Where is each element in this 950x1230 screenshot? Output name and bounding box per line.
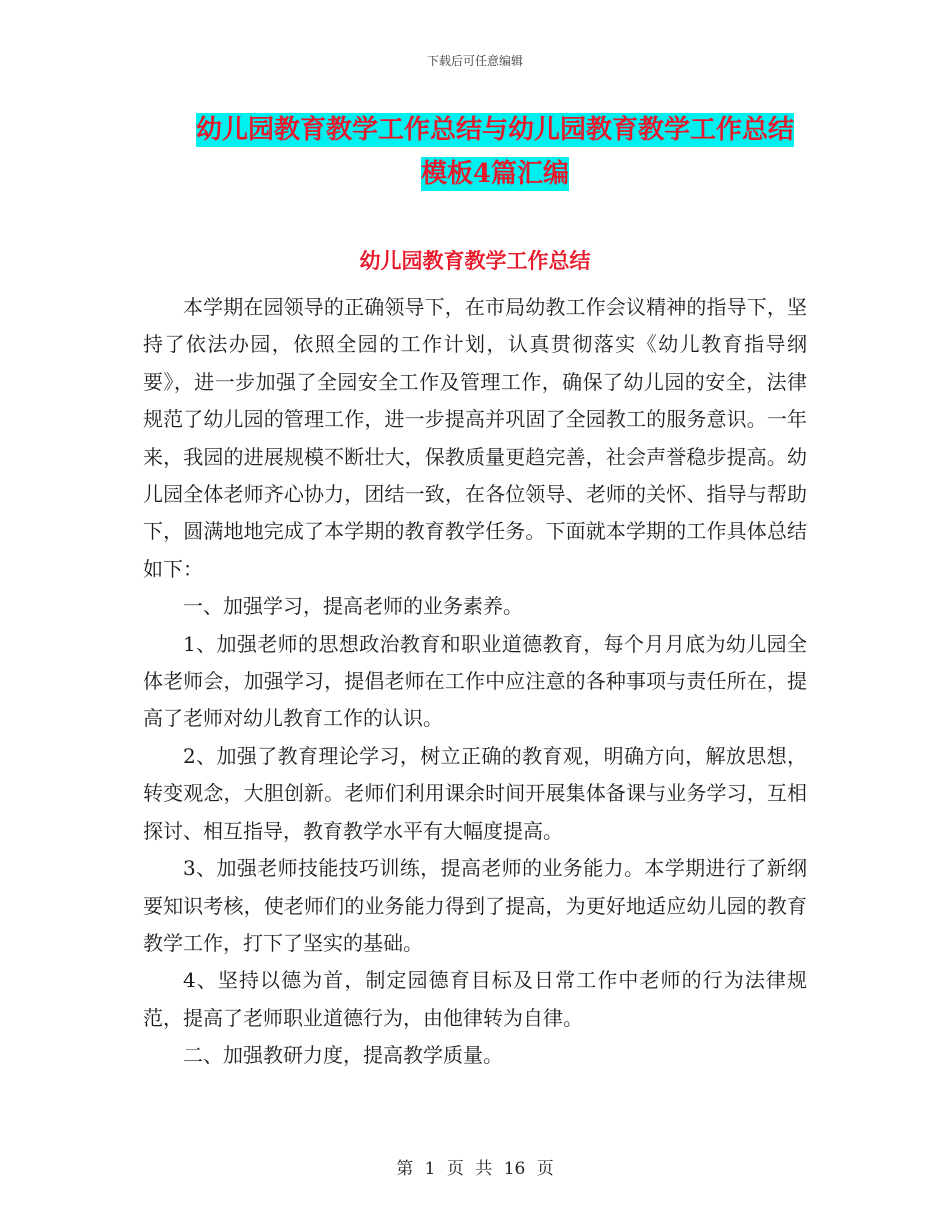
page-number: 第 1 页 共 16 页 <box>396 1159 554 1179</box>
paragraph-intro: 本学期在园领导的正确领导下，在市局幼教工作会议精神的指导下，坚持了依法办园，依照全园的工作计划，认真贯彻落实《幼儿教育指导纲要》，进一步加强了全园安全工作及管理工作，确保了幼儿园的安全，法律规范了幼儿园的管理工作，进一步提高并巩固了全园教工的服务意识。一年来，我园的进展规模不断壮大，保教质量更趋完善，社会声誉稳步提高。幼儿园全体老师齐心协力，团结一致，在各位领导、老师的关怀、指导与帮助下，圆满地地完成了本学期的教育教学任务。下面就本学期的工作具体总结如下： <box>143 295 807 581</box>
paragraph-heading-2: 二、加强教研力度，提高教学质量。 <box>183 1043 503 1068</box>
paragraph-item-4: 4、坚持以德为首，制定园德育目标及日常工作中老师的行为法律规范，提高了老师职业道德行为，由他律转为自律。 <box>143 968 807 1030</box>
title-highlight: 模板4篇汇编 <box>420 159 570 189</box>
document-body <box>143 289 807 1075</box>
document-title-line-2 <box>110 154 880 194</box>
paragraph-heading-1: 一、加强学习，提高老师的业务素养。 <box>183 594 523 619</box>
document-title-line-1 <box>110 110 880 150</box>
paragraph-item-3: 3、加强老师技能技巧训练，提高老师的业务能力。本学期进行了新纲要知识考核，使老师们的业务能力得到了提高，为更好地适应幼儿园的教育教学工作，打下了坚实的基础。 <box>143 856 807 955</box>
paragraph-item-1: 1、加强老师的思想政治教育和职业道德教育，每个月月底为幼儿园全体老师会，加强学习，提倡老师在工作中应注意的各种事项与责任所在，提高了老师对幼儿教育工作的认识。 <box>143 631 807 731</box>
paragraph-item-2: 2、加强了教育理论学习，树立正确的教育观，明确方向，解放思想，转变观念，大胆创新。老师们利用课余时间开展集体备课与业务学习，互相探讨、相互指导，教育教学水平有大幅度提高。 <box>143 743 807 843</box>
page-header-note: 下载后可任意编辑 <box>426 54 523 68</box>
title-highlight: 幼儿园教育教学工作总结与幼儿园教育教学工作总结 <box>195 115 794 145</box>
section-title: 幼儿园教育教学工作总结 <box>359 248 591 273</box>
